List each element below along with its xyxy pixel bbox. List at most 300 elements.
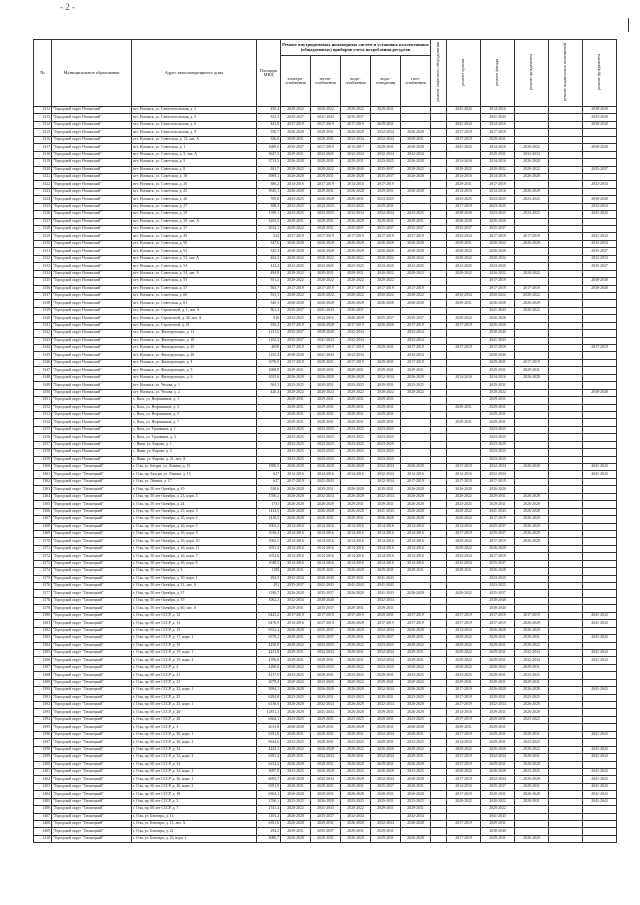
heat-cell: 2029-2031 — [311, 716, 341, 723]
municipality-cell: "Городской округ "Олонецкий" — [52, 530, 132, 537]
area-cell: 3994,1 — [257, 687, 281, 694]
roof-cell: 2014-2016 — [447, 523, 481, 530]
gas-cell: 2029-2031 — [401, 635, 431, 642]
basement-cell — [549, 203, 583, 210]
basement-cell — [549, 746, 583, 753]
area-cell: 1048,5 — [257, 560, 281, 567]
electro-cell: 2029-2031 — [281, 367, 311, 374]
area-cell: 1103,2 — [257, 813, 281, 820]
sewer-cell: 2017-2019 — [371, 181, 401, 188]
foundation-cell: 2020-2022 — [515, 166, 549, 173]
other-cell: 2041-2043 — [583, 649, 617, 656]
address-cell: г. Олн, пр. 60 лет СССР, д. 19, корп. 1 — [132, 649, 257, 656]
table-row — [34, 129, 617, 136]
water-cell: 2029-2031 — [341, 404, 371, 411]
address-cell: пгт. Ногинск, ул. Советская, д. 20 — [132, 181, 257, 188]
heat-cell: 2014-2016 — [311, 560, 341, 567]
facade-cell: 2023-2025 — [481, 583, 515, 590]
roof-cell: 2017-2019 — [447, 761, 481, 768]
sewer-cell: 2026-2028 — [371, 240, 401, 247]
heat-cell: 2029-2031 — [311, 672, 341, 679]
electro-cell: 2026-2028 — [281, 813, 311, 820]
basement-cell — [549, 129, 583, 136]
other-cell — [583, 568, 617, 575]
water-cell: 2026-2028 — [341, 188, 371, 195]
heat-cell: 2029-2031 — [311, 731, 341, 738]
lift-cell — [431, 173, 447, 180]
row-number: 1391 — [34, 694, 52, 701]
table-row — [34, 724, 617, 731]
electro-cell: 2026-2028 — [281, 627, 311, 634]
municipality-cell: "Городской округ Ногинский" — [52, 307, 132, 314]
heat-cell: 2038-2040 — [311, 330, 341, 337]
heat-cell: 2023-2025 — [311, 441, 341, 448]
basement-cell — [549, 694, 583, 701]
roof-cell: 2020-2022 — [447, 746, 481, 753]
roof-cell — [447, 337, 481, 344]
basement-cell — [549, 359, 583, 366]
row-number: 1400 — [34, 761, 52, 768]
other-cell: 2032-2034 — [583, 181, 617, 188]
heat-cell: 2017-2019 — [311, 285, 341, 292]
area-cell: 543 — [257, 233, 281, 240]
municipality-cell: "Городской округ Ногинский" — [52, 114, 132, 121]
electro-cell: 2020-2022 — [281, 679, 311, 686]
address-cell: пгт. Ногинск, ул. Советская, д. 27 — [132, 203, 257, 210]
address-cell: пгт. Ногинск, ул. Советская, д. 54, лит. А — [132, 270, 257, 277]
roof-cell: 2020-2022 — [447, 649, 481, 656]
area-cell: 1016,4 — [257, 530, 281, 537]
lift-cell — [431, 248, 447, 255]
municipality-cell: "Городской округ "Олонецкий" — [52, 679, 132, 686]
table-row — [34, 188, 617, 195]
address-cell: пгт. Ногинск, ул. Севастопольская, д. 3 — [132, 114, 257, 121]
address-cell: с. Ивня, ул. Кирова, д. 3 — [132, 449, 257, 456]
area-cell: 1689,0 — [257, 144, 281, 151]
water-cell — [341, 478, 371, 485]
electro-cell: 2017-2019 — [281, 478, 311, 485]
other-cell — [583, 449, 617, 456]
municipality-cell: "Городской округ "Олонецкий" — [52, 597, 132, 604]
area-cell: 2013,8 — [257, 724, 281, 731]
sewer-cell: 2029-2031 — [371, 382, 401, 389]
lift-cell — [431, 322, 447, 329]
gas-cell: 2032-2034 — [401, 330, 431, 337]
municipality-cell: "Городской округ "Олонецкий" — [52, 575, 132, 582]
row-number: 1326 — [34, 211, 52, 218]
basement-cell — [549, 107, 583, 114]
heat-cell: 2041-2043 — [311, 352, 341, 359]
gas-cell: 2026-2028 — [401, 821, 431, 828]
municipality-cell: "Городской округ Ногинский" — [52, 203, 132, 210]
gas-cell: 2026-2028 — [401, 248, 431, 255]
table-row — [34, 419, 617, 426]
basement-cell — [549, 530, 583, 537]
table-row — [34, 233, 617, 240]
area-cell: 3713,5 — [257, 159, 281, 166]
foundation-cell: 2026-2028 — [515, 516, 549, 523]
gas-cell: 2029-2031 — [401, 731, 431, 738]
facade-cell: 2029-2031 — [481, 493, 515, 500]
electro-cell: 2023-2025 — [281, 382, 311, 389]
electro-cell: 2029-2031 — [281, 657, 311, 664]
water-cell: 2026-2028 — [341, 709, 371, 716]
electro-cell: 2023-2025 — [281, 739, 311, 746]
other-cell — [583, 575, 617, 582]
electro-cell: 2017-2019 — [281, 612, 311, 619]
heat-cell: 2026-2028 — [311, 687, 341, 694]
municipality-cell: "Городской округ Ногинский" — [52, 382, 132, 389]
municipality-cell: "Городской округ "Олонецкий" — [52, 560, 132, 567]
area-cell: 294,2 — [257, 828, 281, 835]
sewer-cell: 2029-2031 — [371, 397, 401, 404]
row-number: 1372 — [34, 553, 52, 560]
foundation-cell: 2026-2028 — [515, 530, 549, 537]
col-header-lift — [431, 40, 447, 107]
address-cell: г. Олн, пр. 60 лет СССР, д. 2 — [132, 664, 257, 671]
facade-cell: 2029-2031 — [481, 694, 515, 701]
facade-cell: 2023-2025 — [481, 211, 515, 218]
gas-cell: 2026-2028 — [401, 188, 431, 195]
gas-cell — [401, 828, 431, 835]
gas-cell: 2029-2031 — [401, 568, 431, 575]
gas-cell: 2020-2022 — [401, 292, 431, 299]
facade-cell: 2029-2031 — [481, 404, 515, 411]
table-row — [34, 136, 617, 143]
roof-cell — [447, 278, 481, 285]
heat-cell: 2041-2043 — [311, 337, 341, 344]
gas-cell: 2029-2031 — [401, 806, 431, 813]
gas-cell: 2020-2022 — [401, 664, 431, 671]
basement-cell — [549, 635, 583, 642]
sewer-cell: 2023-2025 — [371, 449, 401, 456]
municipality-cell: "Городской округ "Олонецкий" — [52, 806, 132, 813]
other-cell: 2041-2043 — [583, 776, 617, 783]
gas-cell: 2020-2022 — [401, 389, 431, 396]
gas-cell: 2026-2028 — [401, 129, 431, 136]
gas-cell: 2026-2028 — [401, 508, 431, 515]
lift-cell — [431, 835, 447, 842]
municipality-cell: "Городской округ Ногинский" — [52, 456, 132, 463]
facade-cell: 2029-2031 — [481, 501, 515, 508]
lift-cell — [431, 702, 447, 709]
water-cell: 2026-2028 — [341, 620, 371, 627]
heat-cell: 2026-2028 — [311, 508, 341, 515]
sewer-cell: 2020-2022 — [371, 278, 401, 285]
other-cell — [583, 739, 617, 746]
gas-cell: 2017-2019 — [401, 478, 431, 485]
electro-cell: 2026-2028 — [281, 835, 311, 842]
lift-cell — [431, 649, 447, 656]
area-cell: 6476,9 — [257, 620, 281, 627]
lift-cell — [431, 307, 447, 314]
heat-cell: 2026-2028 — [311, 746, 341, 753]
address-cell: г. Олн, ул. Блюхера, д. 13 — [132, 813, 257, 820]
table-row — [34, 315, 617, 322]
municipality-cell: "Городской округ Ногинский" — [52, 315, 132, 322]
address-cell: с. Вась, ул. Нефтяников, д. 7 — [132, 419, 257, 426]
facade-cell: 2038-2040 — [481, 828, 515, 835]
gas-cell: 2017-2019 — [401, 233, 431, 240]
heat-cell: 2029-2031 — [311, 382, 341, 389]
roof-cell: 2023-2025 — [447, 196, 481, 203]
water-cell: 2026-2028 — [341, 129, 371, 136]
foundation-cell — [515, 560, 549, 567]
roof-cell — [447, 456, 481, 463]
electro-cell: 2020-2022 — [281, 806, 311, 813]
row-number: 1338 — [34, 300, 52, 307]
table-row — [34, 791, 617, 798]
roof-cell: 2020-2022 — [447, 508, 481, 515]
basement-cell — [549, 173, 583, 180]
address-cell: пгт. Ногинск, ул. Фильтрующих, д. 12 — [132, 330, 257, 337]
heat-cell: 2017-2019 — [311, 345, 341, 352]
basement-cell — [549, 590, 583, 597]
municipality-cell: "Городской округ Ногинский" — [52, 211, 132, 218]
electro-cell: 2029-2031 — [281, 649, 311, 656]
lift-cell — [431, 768, 447, 775]
heat-cell: 2041-2043 — [311, 583, 341, 590]
basement-cell — [549, 188, 583, 195]
heat-cell: 2020-2022 — [311, 278, 341, 285]
basement-cell — [549, 664, 583, 671]
electro-cell: 2026-2028 — [281, 464, 311, 471]
gas-cell: 2014-2016 — [401, 545, 431, 552]
table-row — [34, 159, 617, 166]
roof-cell: 2029-2031 — [447, 181, 481, 188]
sewer-cell: 2029-2031 — [371, 107, 401, 114]
area-cell: 550,4 — [257, 322, 281, 329]
lift-cell — [431, 292, 447, 299]
table-row — [34, 471, 617, 478]
row-number: 1383 — [34, 635, 52, 642]
facade-cell: 2023-2025 — [481, 263, 515, 270]
address-cell: пгт. Ногинск, ул. Советская, д. 37 — [132, 226, 257, 233]
foundation-cell — [515, 828, 549, 835]
facade-cell: 2026-2028 — [481, 322, 515, 329]
municipality-cell: "Городской округ Ногинский" — [52, 397, 132, 404]
sewer-cell: 2032-2034 — [371, 374, 401, 381]
gas-cell: 2023-2025 — [401, 768, 431, 775]
heat-cell: 2029-2031 — [311, 136, 341, 143]
col-header-water: водо-снабжения — [341, 56, 371, 107]
facade-cell: 2014-2016 — [481, 121, 515, 128]
heat-cell: 2029-2031 — [311, 568, 341, 575]
row-number: 1362 — [34, 478, 52, 485]
other-cell — [583, 478, 617, 485]
facade-cell: 2041-2043 — [481, 114, 515, 121]
basement-cell — [549, 434, 583, 441]
heat-cell: 2035-2037 — [311, 627, 341, 634]
lift-cell — [431, 374, 447, 381]
table-row — [34, 248, 617, 255]
gas-cell: 2014-2016 — [401, 471, 431, 478]
table-row — [34, 664, 617, 671]
row-number: 1345 — [34, 352, 52, 359]
foundation-cell — [515, 545, 549, 552]
lift-cell — [431, 337, 447, 344]
lift-cell — [431, 501, 447, 508]
row-number: 1405 — [34, 798, 52, 805]
water-cell: 2029-2031 — [341, 397, 371, 404]
row-number: 1369 — [34, 530, 52, 537]
roof-cell — [447, 367, 481, 374]
row-number: 1352 — [34, 404, 52, 411]
lift-cell — [431, 159, 447, 166]
water-cell: 2023-2025 — [341, 449, 371, 456]
other-cell — [583, 337, 617, 344]
foundation-cell: 2026-2028 — [515, 709, 549, 716]
heat-cell: 2029-2031 — [311, 218, 341, 225]
area-cell: 6093,7 — [257, 776, 281, 783]
gas-cell: 2026-2028 — [401, 464, 431, 471]
basement-cell — [549, 464, 583, 471]
gas-cell: 2026-2028 — [401, 173, 431, 180]
basement-cell — [549, 315, 583, 322]
sewer-cell: 2029-2031 — [371, 345, 401, 352]
address-cell: пгт. Ногинск, ул. Строителей, д. 38, лит. А — [132, 315, 257, 322]
other-cell — [583, 129, 617, 136]
table-row — [34, 285, 617, 292]
water-cell: 2023-2025 — [341, 263, 371, 270]
roof-cell — [447, 449, 481, 456]
heat-cell: 2029-2031 — [311, 129, 341, 136]
sewer-cell: 2032-2034 — [371, 493, 401, 500]
gas-cell: 2023-2025 — [401, 211, 431, 218]
municipality-cell: "Городской округ "Олонецкий" — [52, 486, 132, 493]
address-cell: г. Олн, пр. 60 лет СССР, д. 34, корп. 1 — [132, 768, 257, 775]
basement-cell — [549, 136, 583, 143]
address-cell: г. Олн, пр. 60 лет СССР, д. 32, корп. 2 — [132, 754, 257, 761]
table-row — [34, 434, 617, 441]
electro-cell: 2026-2028 — [281, 724, 311, 731]
lift-cell — [431, 575, 447, 582]
gas-cell: 2020-2022 — [401, 642, 431, 649]
heat-cell: 2029-2031 — [311, 270, 341, 277]
facade-cell: 2029-2031 — [481, 835, 515, 842]
table-row — [34, 441, 617, 448]
other-cell — [583, 694, 617, 701]
other-cell: 2041-2043 — [583, 791, 617, 798]
address-cell: г. Олн, пр. 50 лет Октября, д. 37 — [132, 590, 257, 597]
address-cell: пгт. Ногинск, ул. Советская, д. 50 — [132, 240, 257, 247]
area-cell: 4790,8 — [257, 657, 281, 664]
gas-cell: 2026-2028 — [401, 791, 431, 798]
roof-cell — [447, 441, 481, 448]
roof-cell: 2020-2022 — [447, 315, 481, 322]
roof-cell: 2029-2031 — [447, 679, 481, 686]
address-cell: пгт. Ногинск, ул. Фильтрующих, д. 25 — [132, 345, 257, 352]
basement-cell — [549, 687, 583, 694]
sewer-cell: 2017-2019 — [371, 620, 401, 627]
electro-cell: 2023-2025 — [281, 672, 311, 679]
area-cell: 6156,5 — [257, 702, 281, 709]
other-cell — [583, 411, 617, 418]
water-cell — [341, 597, 371, 604]
electro-cell: 2023-2025 — [281, 196, 311, 203]
address-cell: г. Олн, пр. 60 лет СССР, д. 25, корп. 1 — [132, 702, 257, 709]
water-cell: 2026-2028 — [341, 590, 371, 597]
area-cell: 443,8 — [257, 121, 281, 128]
address-cell: г. Олн, пр. 60 лет СССР, д. 26 — [132, 709, 257, 716]
row-number: 1410 — [34, 835, 52, 842]
foundation-cell: 2026-2028 — [515, 464, 549, 471]
water-cell: 2020-2022 — [341, 806, 371, 813]
lift-cell — [431, 709, 447, 716]
lift-cell — [431, 739, 447, 746]
lift-cell — [431, 716, 447, 723]
foundation-cell: 2029-2031 — [515, 367, 549, 374]
water-cell: 2029-2031 — [341, 657, 371, 664]
electro-cell: 2020-2022 — [281, 292, 311, 299]
basement-cell — [549, 389, 583, 396]
lift-cell — [431, 590, 447, 597]
address-cell: пгт. Ногинск, ул. Фильтрующих, д. 18 — [132, 337, 257, 344]
heat-cell: 2020-2022 — [311, 292, 341, 299]
other-cell — [583, 292, 617, 299]
area-cell: 4058 — [257, 345, 281, 352]
address-cell: г. Олн, пр. 50 лет Октября, д. 26, корп. 10 — [132, 538, 257, 545]
lift-cell — [431, 761, 447, 768]
address-cell: пгт. Ногинск, ул. Чехова, д. 2 — [132, 389, 257, 396]
gas-cell — [401, 575, 431, 582]
address-cell: г. Олн, пр. 60 лет СССР, д. 17, корп. 1 — [132, 635, 257, 642]
other-cell: 2041-2043 — [583, 635, 617, 642]
row-number: 1355 — [34, 426, 52, 433]
lift-cell — [431, 285, 447, 292]
facade-cell: 2017-2019 — [481, 612, 515, 619]
address-cell: с. Вась, ул. Трошкина, д. 1 — [132, 426, 257, 433]
other-cell — [583, 560, 617, 567]
table-row — [34, 597, 617, 604]
facade-cell: 2035-2037 — [481, 226, 515, 233]
municipality-cell: "Городской округ "Олонецкий" — [52, 553, 132, 560]
municipality-cell: "Городской округ Ногинский" — [52, 434, 132, 441]
facade-cell: 2017-2019 — [481, 516, 515, 523]
table-row — [34, 121, 617, 128]
facade-cell: 2029-2031 — [481, 642, 515, 649]
heat-cell: 2029-2031 — [311, 226, 341, 233]
sewer-cell — [371, 337, 401, 344]
basement-cell — [549, 292, 583, 299]
water-cell: 2020-2022 — [341, 107, 371, 114]
row-number: 1331 — [34, 248, 52, 255]
table-row — [34, 530, 617, 537]
municipality-cell: "Городской округ Ногинский" — [52, 337, 132, 344]
other-cell — [583, 352, 617, 359]
foundation-cell — [515, 248, 549, 255]
address-cell: г. Олн, пр. 60 лет СССР, д. 13 — [132, 620, 257, 627]
row-number: 1341 — [34, 322, 52, 329]
municipality-cell: "Городской округ Ногинский" — [52, 300, 132, 307]
water-cell: 2023-2025 — [341, 203, 371, 210]
other-cell — [583, 709, 617, 716]
facade-cell: 2020-2022 — [481, 270, 515, 277]
electro-cell: 2020-2022 — [281, 107, 311, 114]
address-cell: пгт. Ногинск, ул. Советская, д. 29, лит. А — [132, 218, 257, 225]
foundation-cell — [515, 255, 549, 262]
row-number: 1322 — [34, 181, 52, 188]
foundation-cell: 2032-2034 — [515, 151, 549, 158]
roof-cell: 2014-2016 — [447, 783, 481, 790]
area-cell: 398,3 — [257, 203, 281, 210]
electro-cell: 2023-2025 — [281, 694, 311, 701]
table-row — [34, 568, 617, 575]
lift-cell — [431, 754, 447, 761]
heat-cell: 2029-2031 — [311, 411, 341, 418]
roof-cell — [447, 806, 481, 813]
col-header-foundation — [515, 40, 549, 107]
